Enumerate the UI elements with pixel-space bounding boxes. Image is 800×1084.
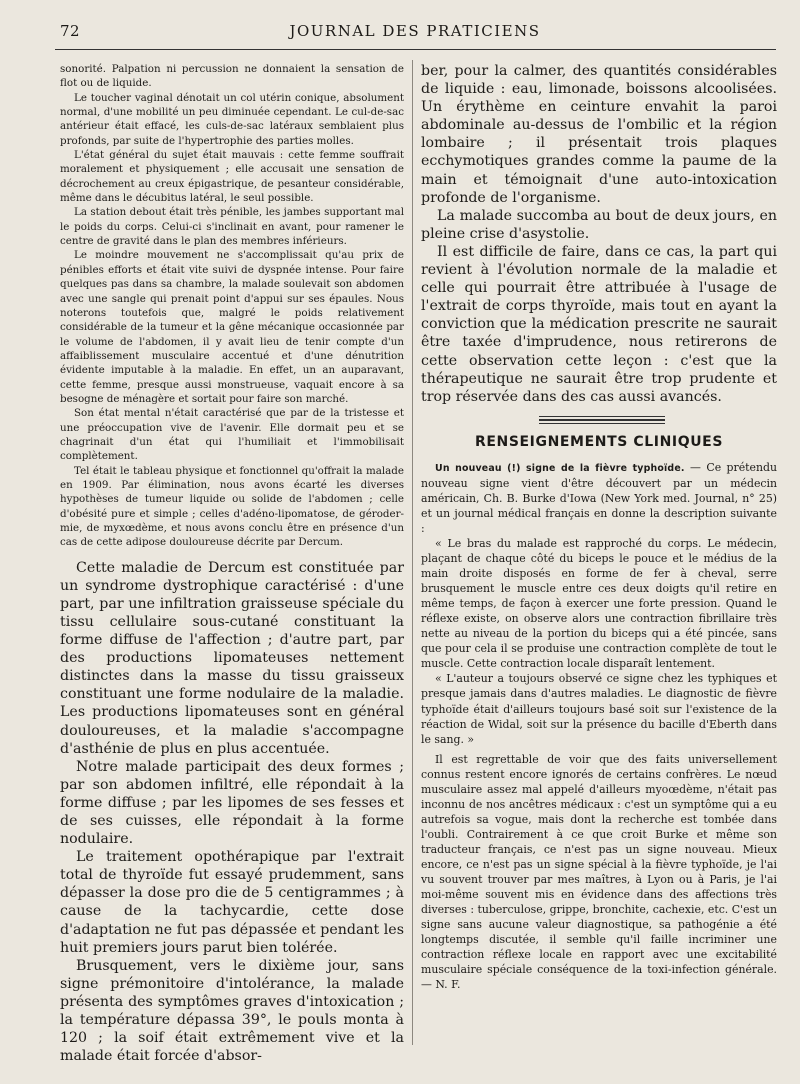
separator-line [539, 419, 665, 421]
header-rule [55, 49, 776, 50]
quote-paragraph: « Le bras du malade est rapproché du corps. Le médecin, plaçant de chaque côté du biceps le pouce et le médius de la main droite disposés en forme de fer à cheval, serre brusquement le muscle entre ces deux doigts qu'il retire en même temps, de façon à exercer une forte pression. Quand le réflexe existe, on observe alors une contraction fibrillaire très nette au niveau de la portion du biceps qui a été pincée, sans que pour cela il se produise une contraction complète de tout le muscle. Cette contraction locale disparaît lentement. [421, 537, 777, 671]
right-column [421, 62, 777, 1072]
paragraph: La station debout était très pénible, les jambes supportant mal le poids du corps. Celui-ci s'inclinait en avant, pour ramener le centre de gravité dans le plan des membres inférieurs. [60, 206, 404, 248]
paragraph: sonorité. Palpation ni percussion ne donnaient la sensation de flot ou de liquide. [60, 63, 404, 90]
paragraph: Il est difficile de faire, dans ce cas, la part qui revient à l'évolution normale de la maladie et celle qui pourrait être attribuée à l'usage de l'extrait de corps thyroïde, mais tout en ayant la conviction que la médication prescrite ne saurait être taxée d'imprudence, nous retirerons de cette observation cette leçon : c'est que la thérapeutique ne saurait être trop prudente et trop réservée dans des cas aussi avancés. [421, 243, 777, 405]
page-number: 72 [60, 22, 81, 40]
paragraph: Son état mental n'était caractérisé que par de la tristesse et une préoccupation vive de l'avenir. Elle dormait peu et se chagrinait d'un état qui l'humiliait et l'immobilisait complètement. [60, 407, 404, 463]
paragraph: Le toucher vaginal dénotait un col utérin conique, absolument normal, d'une mobilité un peu diminuée cependant. Le cul-de-sac antérieur était effacé, les culs-de-sac latéraux semblaient plus profonds, par suite de l'hypertrophie des parties molles. [60, 91, 404, 147]
clinical-notes [421, 460, 777, 993]
right-large-text [421, 62, 777, 406]
paragraph [421, 460, 777, 536]
paragraph: Notre malade participait des deux formes ; par son abdomen infiltré, elle répondait à la forme diffuse ; par les lipomes de ses fesses et de ses cuisses, elle répondait à la forme nodulaire. [60, 758, 404, 848]
quote-paragraph: « L'auteur a toujours observé ce signe chez les typhiques et presque jamais dans d'autres maladies. Le diagnostic de fièvre typhoïde était d'ailleurs toujours basé soit sur l'existence de la réaction de Widal, soit sur la présence du bacille d'Eberth dans le sang. » [421, 672, 777, 746]
paragraph: La malade succomba au bout de deux jours, en pleine crise d'asystolie. [421, 207, 777, 242]
paragraph: L'état général du sujet était mauvais : cette femme souffrait moralement et physiquement ; elle accusait une sensation de décrochement au creux épigastrique, de pesanteur considérable, même dans le décubitus latéral, le seul possible. [60, 149, 404, 205]
paragraph: Le traitement opothérapique par l'extrait total de thyroïde fut essayé prudemment, sans dépasser la dose pro die de 5 centigrammes ; à cause de la tachycardie, cette dose d'adaptation ne fut pas dépassée et pendant les huit premiers jours parut bien tolérée. [60, 849, 404, 956]
paragraph: Le moindre mouvement ne s'accomplissait qu'au prix de pénibles efforts et était vite suivi de dyspnée intense. Pour faire quelques pas dans sa chambre, la malade soulevait son abdomen avec une sangle qui prenait point d'appui sur ses épaules. Nous noterons toutefois que, malgré le poids relativement considérable de la tumeur et la gêne mécanique occasionnée par le volume de l'abdomen, il y avait lieu de tenir compte d'un affaiblissement musculaire accentué et d'une dénutrition évidente imputable à la maladie. En effet, un an auparavant, cette femme, presque aussi monstrueuse, vaquait encore à sa besogne de ménagère et sortait pour faire son marché. [60, 249, 404, 405]
separator-line [539, 423, 665, 424]
left-column [60, 62, 404, 1072]
paragraph: Brusquement, vers le dixième jour, sans signe prémonitoire d'intolérance, la malade présenta des symptômes graves d'intoxication ; la température dépassa 39°, le pouls monta à 120 ; la soif était extrêmement vive et la malade était forcée d'absor- [60, 957, 404, 1065]
paragraph: Cette maladie de Dercum est constituée par un syndrome dystrophique caractérisé : d'une part, par une infiltration graisseuse spéciale du tissu cellulaire sous-cutané constituant la forme diffuse de l'affection ; d'autre part, par des productions lipomateuses nettement distinctes dans la masse du tissu graisseux constituant une forme nodulaire de la maladie. Les productions lipomateuses sont en général douloureuses, et la maladie s'accompagne d'asthénie de plus en plus accentuée. [60, 559, 404, 757]
article-lead-in: Un nouveau (!) signe de la fièvre typhoïde. [435, 462, 685, 474]
separator-line [539, 416, 665, 417]
paragraph: ber, pour la calmer, des quantités considérables de liquide : eau, limonade, boissons alcoolisées. Un érythème en ceinture envahit la paroi abdominale au-dessus de l'ombilic et la région lombaire ; il présentait trois plaques ecchymotiques grandes comme la paume de la main et témoignait d'une auto-intoxication profonde de l'organisme. [421, 63, 777, 206]
column-divider [412, 60, 413, 1045]
article-intro: — Ce prétendu nouveau signe vient d'être découvert par un médecin américain, Ch. B. Burke d'Iowa (New York med. Journal, n° 25) et un journal médical français en donne la description suivante : [421, 460, 777, 535]
left-large-text [60, 559, 404, 1066]
paragraph: Tel était le tableau physique et fonctionnel qu'offrait la malade en 1909. Par élimination, nous avons écarté les diverses hypothèses de tumeur liquide ou solide de l'abdomen ; celle d'obésité pure et simple ; celles d'adéno-lipomatose, de géroder-mie, de myxœdème, et nous avons conclu être en présence d'un cas de cette adipose douloureuse décrite par Dercum. [60, 464, 404, 549]
running-title: JOURNAL DES PRATICIENS [289, 22, 541, 40]
paragraph: Il est regrettable de voir que des faits universellement connus restent encore ignorés de certains confrères. Le nœud musculaire assez mal appelé d'ailleurs myoœdème, n'était pas inconnu de nos ancêtres médicaux : c'est un symptôme qui a eu autrefois sa vogue, mais dont la recherche est tombée dans l'oubli. Contrairement à ce que croit Burke et même son traducteur français, ce n'est pas un signe nouveau. Mieux encore, ce n'est pas un signe spécial à la fièvre typhoïde, je l'ai vu souvent trouver par mes maîtres, à Lyon ou à Paris, je l'ai moi-même souvent mis en évidence dans des affections très diverses : tuberculose, grippe, bronchite, cachexie, etc. C'est un signe sans aucune valeur diagnostique, sa pathogénie a été longtemps discutée, il semble qu'il faille incriminer une contraction réflexe locale en rapport avec une excitabilité musculaire spéciale conséquence de la toxi-infection générale. — N. F. [421, 752, 777, 992]
section-separator [539, 416, 665, 424]
section-title: RENSEIGNEMENTS CLINIQUES [474, 433, 724, 450]
page-header [58, 22, 772, 44]
left-small-text [60, 62, 404, 550]
